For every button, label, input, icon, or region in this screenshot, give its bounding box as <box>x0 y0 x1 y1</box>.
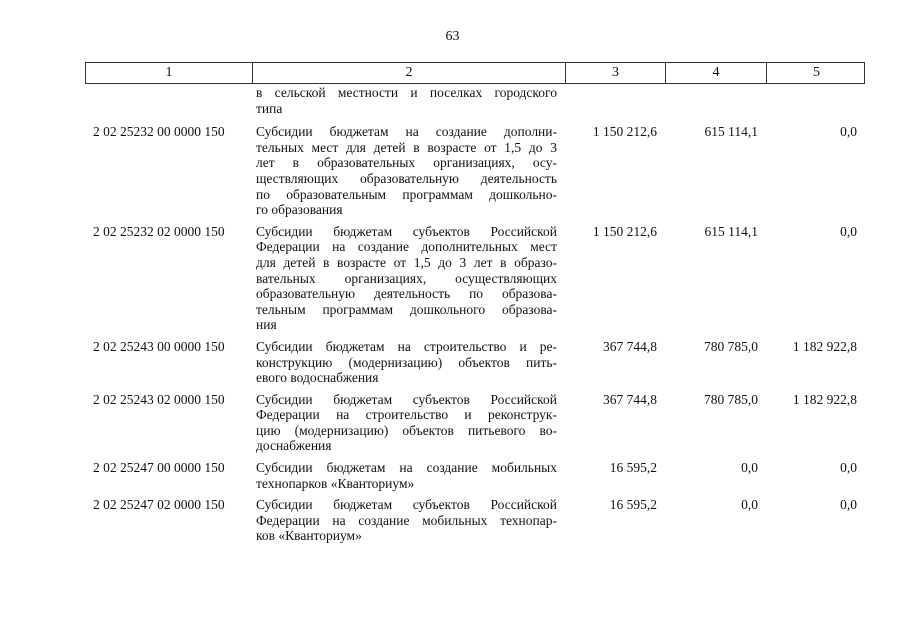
table-header <box>85 62 865 84</box>
row-value-3: 16 595,2 <box>609 460 657 476</box>
row-code: 2 02 25243 02 0000 150 <box>93 391 225 407</box>
table-row <box>85 497 865 544</box>
row-value-3: 1 150 212,6 <box>592 223 657 239</box>
row-value-5: 1 182 922,8 <box>792 391 857 407</box>
description-line: доснабжения <box>256 438 332 454</box>
row-code: 2 02 25247 00 0000 150 <box>93 460 225 476</box>
row-value-4: 0,0 <box>741 460 758 476</box>
row-description <box>252 497 565 544</box>
table-row <box>85 460 865 491</box>
row-value-5: 0,0 <box>840 223 857 239</box>
row-value-5: 1 182 922,8 <box>792 338 857 354</box>
description-line: Субсидии бюджетам на строительство и ре- <box>256 338 557 354</box>
column-header-3: 3 <box>566 63 666 83</box>
row-description <box>252 339 565 386</box>
description-line: Субсидии бюджетам на создание дополни- <box>256 124 557 140</box>
description-line: для детей в возрасте от 1,5 до 3 лет в образо- <box>256 254 557 270</box>
column-header-2: 2 <box>253 63 566 83</box>
description-line: евого водоснабжения <box>256 370 379 386</box>
row-value-5: 0,0 <box>840 460 857 476</box>
row-description <box>252 224 565 333</box>
description-line: Федерации на создание мобильных технопар- <box>256 512 557 528</box>
table-rows <box>85 124 865 544</box>
row-description <box>252 460 565 491</box>
description-line: Субсидии бюджетам субъектов Российской <box>256 497 557 513</box>
table-row <box>85 124 865 218</box>
description-line: Федерации на строительство и реконструк- <box>256 407 557 423</box>
row-code: 2 02 25232 00 0000 150 <box>93 124 225 140</box>
row-value-3: 367 744,8 <box>603 391 657 407</box>
table-row-continued <box>85 85 865 116</box>
column-header-5: 5 <box>813 65 820 80</box>
table-row <box>85 339 865 386</box>
description-line: ществляющих образовательную деятельность <box>256 170 557 186</box>
description-line: ков «Кванториум» <box>256 528 362 544</box>
row-description <box>252 392 565 454</box>
column-header-1: 1 <box>86 63 253 83</box>
description-line: в сельской местности и поселках городского <box>256 85 557 100</box>
description-line: по образовательным программам дошкольно- <box>256 186 557 202</box>
description-line: Субсидии бюджетам на создание мобильных <box>256 460 557 476</box>
row-value-5: 0,0 <box>840 124 857 140</box>
description-line: лет в образовательных организациях, осу- <box>256 155 557 171</box>
description-line: технопарков «Кванториум» <box>256 475 415 491</box>
table-row <box>85 224 865 333</box>
row-value-4: 780 785,0 <box>704 338 758 354</box>
row-value-3: 1 150 212,6 <box>592 124 657 140</box>
description-line: го образования <box>256 202 343 218</box>
row-value-4: 615 114,1 <box>704 124 758 140</box>
row-code: 2 02 25243 00 0000 150 <box>93 338 225 354</box>
row-value-4: 780 785,0 <box>704 391 758 407</box>
description-line: конструкцию (модернизацию) объектов пить- <box>256 354 557 370</box>
description-line: тельным программам дошкольного образова- <box>256 301 557 317</box>
description-line: вательных организациях, осуществляющих <box>256 270 557 286</box>
row-description <box>252 85 565 116</box>
row-value-4: 0,0 <box>741 497 758 513</box>
description-line: Федерации на создание дополнительных мест <box>256 239 557 255</box>
row-description <box>252 124 565 218</box>
row-code: 2 02 25247 02 0000 150 <box>93 497 225 513</box>
description-line: ния <box>256 317 277 333</box>
page-number: 63 <box>445 29 460 44</box>
row-value-5: 0,0 <box>840 497 857 513</box>
table-row <box>85 392 865 454</box>
description-line: тельных мест для детей в возрасте от 1,5 до 3 <box>256 139 557 155</box>
row-value-3: 16 595,2 <box>609 497 657 513</box>
row-code: 2 02 25232 02 0000 150 <box>93 223 225 239</box>
description-line: Субсидии бюджетам субъектов Российской <box>256 223 557 239</box>
description-line: Субсидии бюджетам субъектов Российской <box>256 391 557 407</box>
table-body <box>85 85 865 550</box>
description-line: образовательную деятельность по образова- <box>256 286 557 302</box>
description-line: цию (модернизацию) объектов питьевого во- <box>256 422 557 438</box>
row-value-3: 367 744,8 <box>603 338 657 354</box>
column-header-4: 4 <box>666 63 767 83</box>
description-line: типа <box>256 100 283 116</box>
row-value-4: 615 114,1 <box>704 223 758 239</box>
